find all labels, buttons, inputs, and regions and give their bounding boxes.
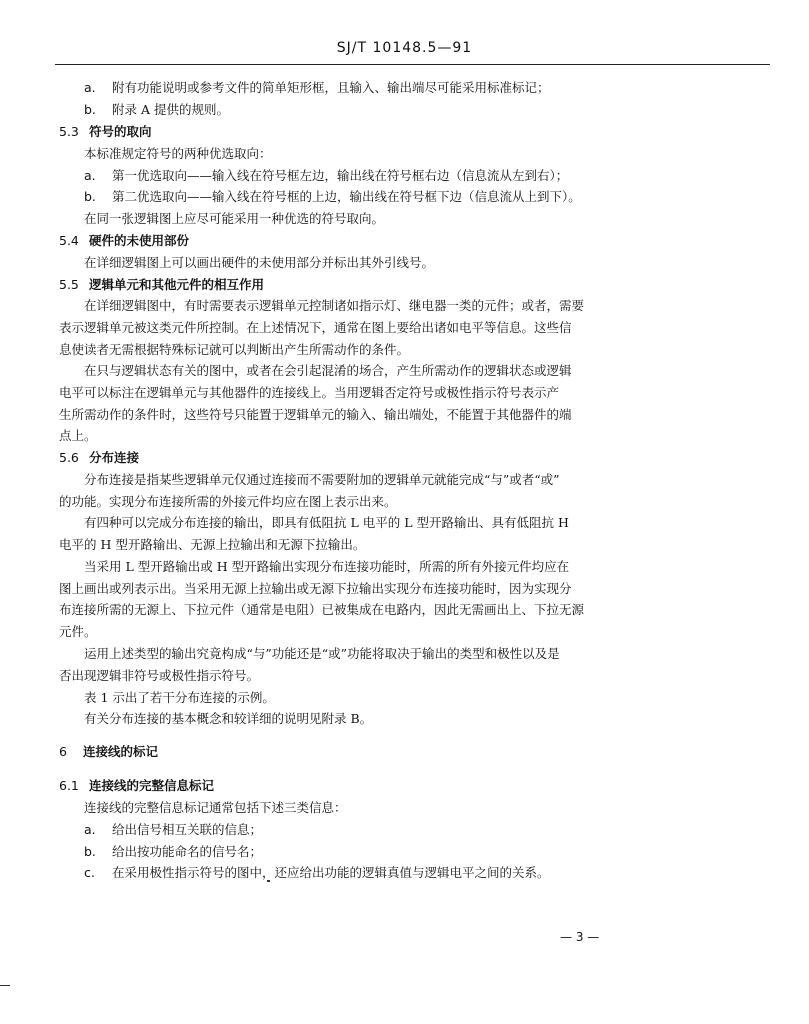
text-line — [59, 385, 559, 401]
text-line — [59, 428, 97, 444]
line-text: 电平的 H 型开路输出、无源上拉输出和无源下拉输出。 — [59, 537, 366, 552]
section-number: 6 — [59, 744, 67, 759]
list-label: a. — [84, 822, 96, 837]
text-line — [84, 211, 384, 227]
section-title: 连接线的完整信息标记 — [89, 778, 215, 793]
line-text: 息使读者无需根据特殊标记就可以判断出产生所需动作的条件。 — [59, 342, 410, 357]
text-line — [59, 668, 259, 684]
text-line — [84, 255, 434, 271]
line-text: 图上画出或列表示出。当采用无源上拉输出或无源下拉输出实现分布连接功能时，因为实现分 — [59, 581, 572, 596]
text-line — [84, 690, 275, 706]
text-line — [84, 363, 572, 379]
line-text: 在采用极性指示符号的图中，还应给出功能的逻辑真值与逻辑电平之间的关系。 — [112, 865, 550, 880]
list-label: b. — [84, 189, 96, 204]
section-number: 5.6 — [59, 450, 79, 465]
section-number: 5.5 — [59, 277, 79, 292]
line-text: 连接线的完整信息标记通常包括下述三类信息： — [84, 800, 347, 815]
section-heading — [59, 277, 264, 293]
list-item — [84, 80, 550, 96]
section-heading — [59, 233, 189, 249]
line-text: 的功能。实现分布连接所需的外接元件均应在图上表示出来。 — [59, 494, 397, 509]
list-item — [84, 822, 262, 838]
line-text: 表示逻辑单元被这类元件所控制。在上述情况下，通常在图上要给出诸如电平等信息。这些信 — [59, 320, 572, 335]
section-title: 分布连接 — [89, 450, 140, 465]
section-number: 6.1 — [59, 778, 79, 793]
section-heading — [59, 124, 152, 140]
section-number: 5.4 — [59, 233, 79, 248]
text-line — [84, 559, 569, 575]
line-text: 给出按功能命名的信号名； — [112, 844, 263, 859]
text-line — [59, 320, 572, 336]
list-label: a. — [84, 80, 96, 95]
list-item — [84, 168, 568, 184]
header-rule — [55, 64, 770, 65]
text-line — [59, 581, 572, 597]
line-text: 第一优选取向——输入线在符号框左边，输出线在符号框右边（信息流从左到右）； — [112, 168, 569, 183]
section-title: 硬件的未使用部份 — [89, 233, 190, 248]
text-line — [84, 472, 560, 488]
line-text: 点上。 — [59, 428, 97, 443]
list-label: b. — [84, 102, 96, 117]
line-text: 本标准规定符号的两种优选取向： — [84, 146, 272, 161]
line-text: 在详细逻辑图中，有时需要表示逻辑单元控制诸如指示灯、继电器一类的元件；或者，需要 — [84, 298, 585, 313]
text-line — [59, 407, 572, 423]
line-text: 当采用 L 型开路输出或 H 型开路输出实现分布连接功能时，所需的所有外接元件均应在 — [84, 559, 570, 574]
edge-mark — [0, 985, 10, 986]
page-number: — 3 — — [560, 930, 600, 944]
line-text: 有四种可以完成分布连接的输出，即具有低阻抗 L 电平的 L 型开路输出、具有低阻抗 H — [84, 515, 569, 530]
list-item — [84, 865, 550, 881]
page-header: SJ/T 10148.5—91 — [336, 40, 473, 56]
line-text: 电平可以标注在逻辑单元与其他器件的连接线上。当用逻辑否定符号或极性指示符号表示产 — [59, 385, 560, 400]
list-item — [84, 102, 229, 118]
line-text: 给出信号相互关联的信息； — [112, 822, 263, 837]
list-item — [84, 844, 262, 860]
list-label: b. — [84, 844, 96, 859]
text-line — [84, 646, 560, 662]
text-line — [84, 515, 569, 531]
section-heading — [59, 450, 139, 466]
line-text: 元件。 — [59, 624, 97, 639]
section-title: 连接线的标记 — [83, 744, 159, 759]
scan-speck — [267, 880, 270, 882]
line-text: 有关分布连接的基本概念和较详细的说明见附录 B。 — [84, 711, 373, 726]
line-text: 否出现逻辑非符号或极性指示符号。 — [59, 668, 260, 683]
text-line — [84, 298, 584, 314]
line-text: 第二优选取向——输入线在符号框的上边，输出线在符号框下边（信息流从上到下）。 — [112, 189, 581, 204]
text-line — [84, 146, 272, 162]
line-text: 在同一张逻辑图上应尽可能采用一种优选的符号取向。 — [84, 211, 385, 226]
line-text: 附录 A 提供的规则。 — [112, 102, 229, 117]
line-text: 布连接所需的无源上、下拉元件（通常是电阻）已被集成在电路内，因此无需画出上、下拉无源 — [59, 602, 585, 617]
text-line — [84, 711, 372, 727]
section-number: 5.3 — [59, 124, 79, 139]
line-text: 表 1 示出了若干分布连接的示例。 — [84, 690, 275, 705]
line-text: 分布连接是指某些逻辑单元仅通过连接而不需要附加的逻辑单元就能完成“与”或者“或” — [84, 472, 560, 487]
list-item — [84, 189, 581, 205]
line-text: 附有功能说明或参考文件的简单矩形框，且输入、输出端尽可能采用标准标记； — [112, 80, 550, 95]
line-text: 在详细逻辑图上可以画出硬件的未使用部分并标出其外引线号。 — [84, 255, 435, 270]
text-line — [59, 537, 365, 553]
line-text: 运用上述类型的输出究竟构成“与”功能还是“或”功能将取决于输出的类型和极性以及是 — [84, 646, 560, 661]
section-title: 逻辑单元和其他元件的相互作用 — [89, 277, 265, 292]
text-line — [59, 494, 397, 510]
line-text: 在只与逻辑状态有关的图中，或者在会引起混淆的场合，产生所需动作的逻辑状态或逻辑 — [84, 363, 572, 378]
section-heading — [59, 778, 214, 794]
list-label: c. — [84, 865, 95, 880]
line-text: 生所需动作的条件时，这些符号只能置于逻辑单元的输入、输出端处，不能置于其他器件的端 — [59, 407, 572, 422]
text-line — [59, 342, 409, 358]
text-line — [59, 624, 97, 640]
section-heading — [59, 744, 158, 760]
list-label: a. — [84, 168, 96, 183]
text-line — [59, 602, 584, 618]
section-title: 符号的取向 — [89, 124, 152, 139]
text-line — [84, 800, 347, 816]
